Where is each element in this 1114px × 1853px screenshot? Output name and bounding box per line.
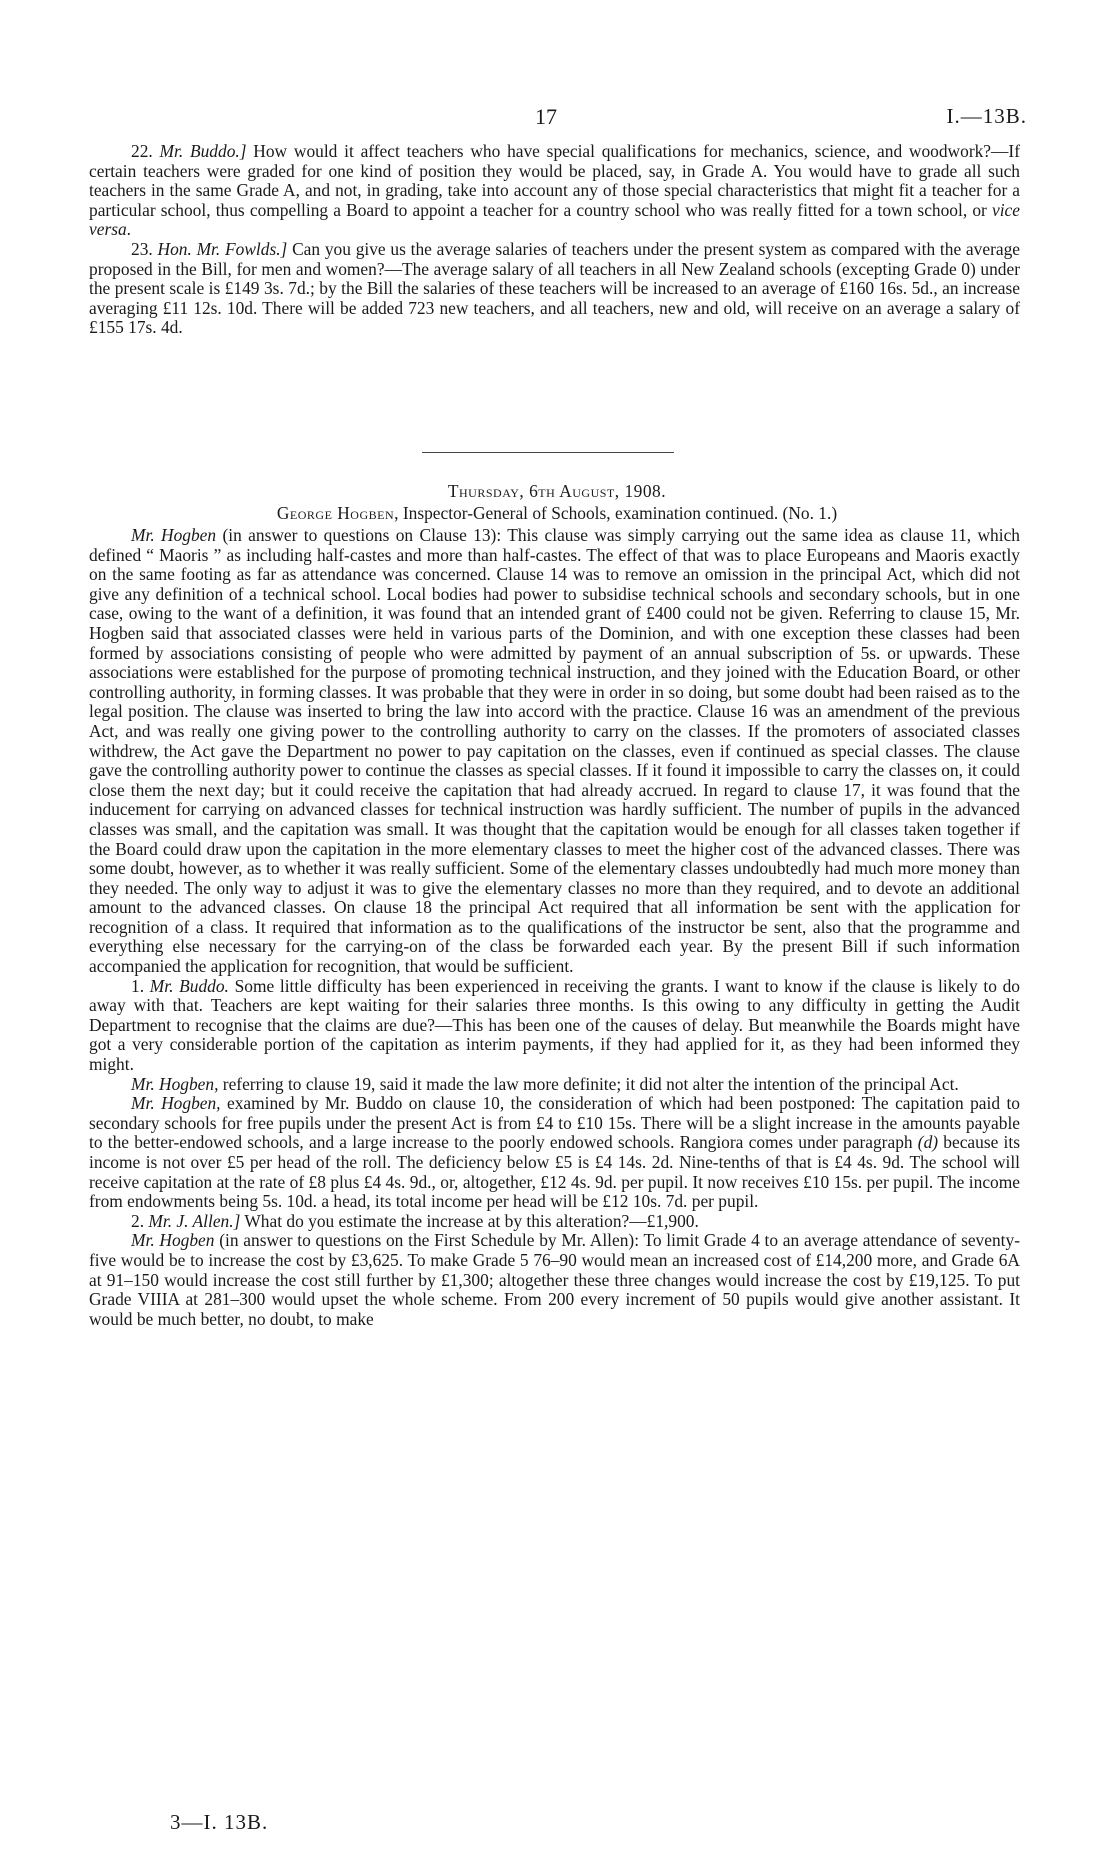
- page-number: 17: [535, 104, 557, 129]
- paragraph-text: What do you estimate the increase at by this alteration?—£1,900.: [240, 1210, 699, 1231]
- question-paragraph-1: [89, 977, 1020, 1075]
- speaker: Mr. Hogben: [131, 1230, 215, 1251]
- speaker: Mr. Hogben,: [131, 1073, 219, 1094]
- paragraph-tail: .: [126, 219, 132, 240]
- witness-heading: [0, 503, 1114, 524]
- question-paragraph-22: [89, 142, 1020, 240]
- speaker: Mr. Hogben,: [131, 1093, 221, 1114]
- paragraph-text: Some little difficulty has been experienced in receiving the grants. I want to know if the clause is likely to do away with that. Teachers are kept waiting for their salaries three months. Is this owing to any difficulty in getting the Audit Department to recognise that the claims are due?—This has been one of the causes of delay. But meanwhile the Boards might have got a very considerable portion of the capitation as interim payments, if they had applied for it, as they had been informed they might.: [89, 975, 1020, 1075]
- testimony-paragraph: [89, 1231, 1020, 1329]
- speaker: Mr. Buddo.]: [159, 141, 247, 161]
- question-number: 2.: [131, 1210, 145, 1231]
- testimony-paragraph: [89, 526, 1020, 977]
- speaker: Mr. Buddo.: [149, 975, 229, 996]
- question-paragraph-2: [89, 1212, 1020, 1232]
- signature-mark: 3—I. 13B.: [170, 1810, 269, 1834]
- paragraph-tail: because its income is not over £5 per head of the roll. The deficiency below £5 is £4 14s. 2d. Nine-tenths of that is £4 4s. 9d. The school will receive capitation at the rate of £8 plus £4 4s. 9d., or, altogether, £12 4s. 9d. per pupil. It now receives £10 15s. per pupil. The income from endowments being 5s. 10d. a head, its total income per head will be £12 10s. 7d. per pupil.: [89, 1132, 1020, 1212]
- paragraph-text: How would it affect teachers who have special qualifications for mechanics, science, and woodwork?—If certain teachers were graded for one kind of position they would be placed, say, in Grade A. You would have to grade all such teachers in the same Grade A, and not, in grading, take into account any of those special characteristics that might fit a teacher for a particular school, thus compelling a Board to appoint a teacher for a country school who was really fitted for a town school, or: [89, 141, 1020, 220]
- speaker: Mr. Hogben: [131, 525, 217, 545]
- testimony-paragraph: [89, 1094, 1020, 1212]
- witness-name: George Hogben: [276, 503, 395, 523]
- page-header: [0, 104, 1114, 134]
- paragraph-text: (in answer to questions on Clause 13): This clause was simply carrying out the same idea as clause 11, which defined “ Maoris ” as including half-castes and more than half-castes. The effect of that was to place Europeans and Maoris exactly on the same footing as far as attendance was concerned. Clause 14 was to remove an omission in the principal Act, which did not give any definition of a technical school. Local bodies had power to subsidise technical schools and secondary schools, but in one case, owing to the want of a definition, it was found that an intended grant of £400 could not be given. Referring to clause 15, Mr. Hogben said that associated classes were held in various parts of the Dominion, and with one exception these classes had been formed by associations consisting of people who were admitted by payment of an annual subscription of 5s. or upwards. These associations were established for the purpose of promoting technical instruction, and they joined with the Education Board, or other controlling authority, in forming classes. It was probable that they were in order in so doing, but some doubt had been raised as to the legal position. The clause was inserted to bring the law into accord with the practice. Clause 16 was an amendment of the previous Act, and was really one giving power to the controlling authority to carry on the classes. If the promoters of associated classes withdrew, the Act gave the Department no power to pay capitation on the classes, even if continued as special classes. The clause gave the controlling authority power to continue the classes as special classes. If it found it impossible to carry the classes on, it could close them the next day; but it could receive the capitation that had already accrued. In regard to clause 17, it was found that the inducement for carrying on advanced classes for technical instruction was hardly sufficient. The number of pupils in the advanced classes was small, and the capitation was small. It was thought that the capitation would be enough for all classes taken together if the Board could draw upon the capitation in the more elementary classes to meet the higher cost of the advanced classes. There was some doubt, however, as to whether it was really sufficient. Some of the elementary classes undoubtedly had much more money than they needed. The only way to adjust it was to give the elementary classes no more than they required, and to devote an additional amount to the advanced classes. On clause 18 the principal Act required that all information be sent with the application for recognition of a class. It required that information as to the qualifications of the instructor be sent, also that the programme and everything else necessary for the carrying-on of the class be forwarded each year. By the present Bill if such information accompanied the application for recognition, that would be sufficient.: [89, 525, 1020, 977]
- question-number: 22.: [131, 141, 153, 161]
- date-heading: Thursday, 6th August, 1908.: [447, 481, 667, 501]
- testimony-paragraph: [89, 1075, 1020, 1095]
- section-divider: [422, 452, 674, 453]
- main-section: [89, 526, 1020, 1329]
- speaker: Hon. Mr. Fowlds.]: [157, 238, 288, 259]
- document-reference: I.—13B.: [946, 104, 1027, 128]
- paragraph-text: (in answer to questions on the First Schedule by Mr. Allen): To limit Grade 4 to an average attendance of seventy-five would be to increase the cost by £3,625. To make Grade 5 76–90 would mean an increased cost of £14,200 more, and Grade 6A at 91–150 would increase the cost still further by £1,300; altogether these three changes would increase the cost by £19,125. To put Grade VIIIA at 281–300 would upset the whole scheme. From 200 every increment of 50 pupils would give another assistant. It would be much better, no doubt, to make: [89, 1230, 1020, 1329]
- witness-description: , Inspector-General of Schools, examination continued. (No. 1.): [394, 503, 838, 523]
- italic-phrase: (d): [917, 1132, 939, 1153]
- question-number: 23.: [131, 238, 153, 259]
- paragraph-text: examined by Mr. Buddo on clause 10, the consideration of which had been postponed: The capitation paid to secondary schools for free pupils under the present Act is from £4 to £10 15s. There will be a slight increase in the amounts payable to the better-endowed schools, and a large increase to the poorly endowed schools. Rangiora comes under paragraph: [89, 1093, 1020, 1153]
- paragraph-text: Can you give us the average salaries of teachers under the present system as compared with the average proposed in the Bill, for men and women?—The average salary of all teachers in all New Zealand schools (excepting Grade 0) under the present scale is £149 3s. 7d.; by the Bill the salaries of these teachers will be increased to an average of £160 16s. 5d., an increase averaging £11 12s. 10d. There will be added 723 new teachers, and all teachers, new and old, will receive on an average a salary of £155 17s. 4d.: [89, 238, 1020, 338]
- paragraph-text: referring to clause 19, said it made the law more definite; it did not alter the intention of the principal Act.: [218, 1073, 959, 1094]
- top-section: [89, 142, 1020, 338]
- speaker: Mr. J. Allen.]: [148, 1210, 241, 1231]
- italic-phrase: vice versa: [89, 199, 1020, 240]
- question-paragraph-23: [89, 240, 1020, 338]
- question-number: 1.: [131, 975, 145, 996]
